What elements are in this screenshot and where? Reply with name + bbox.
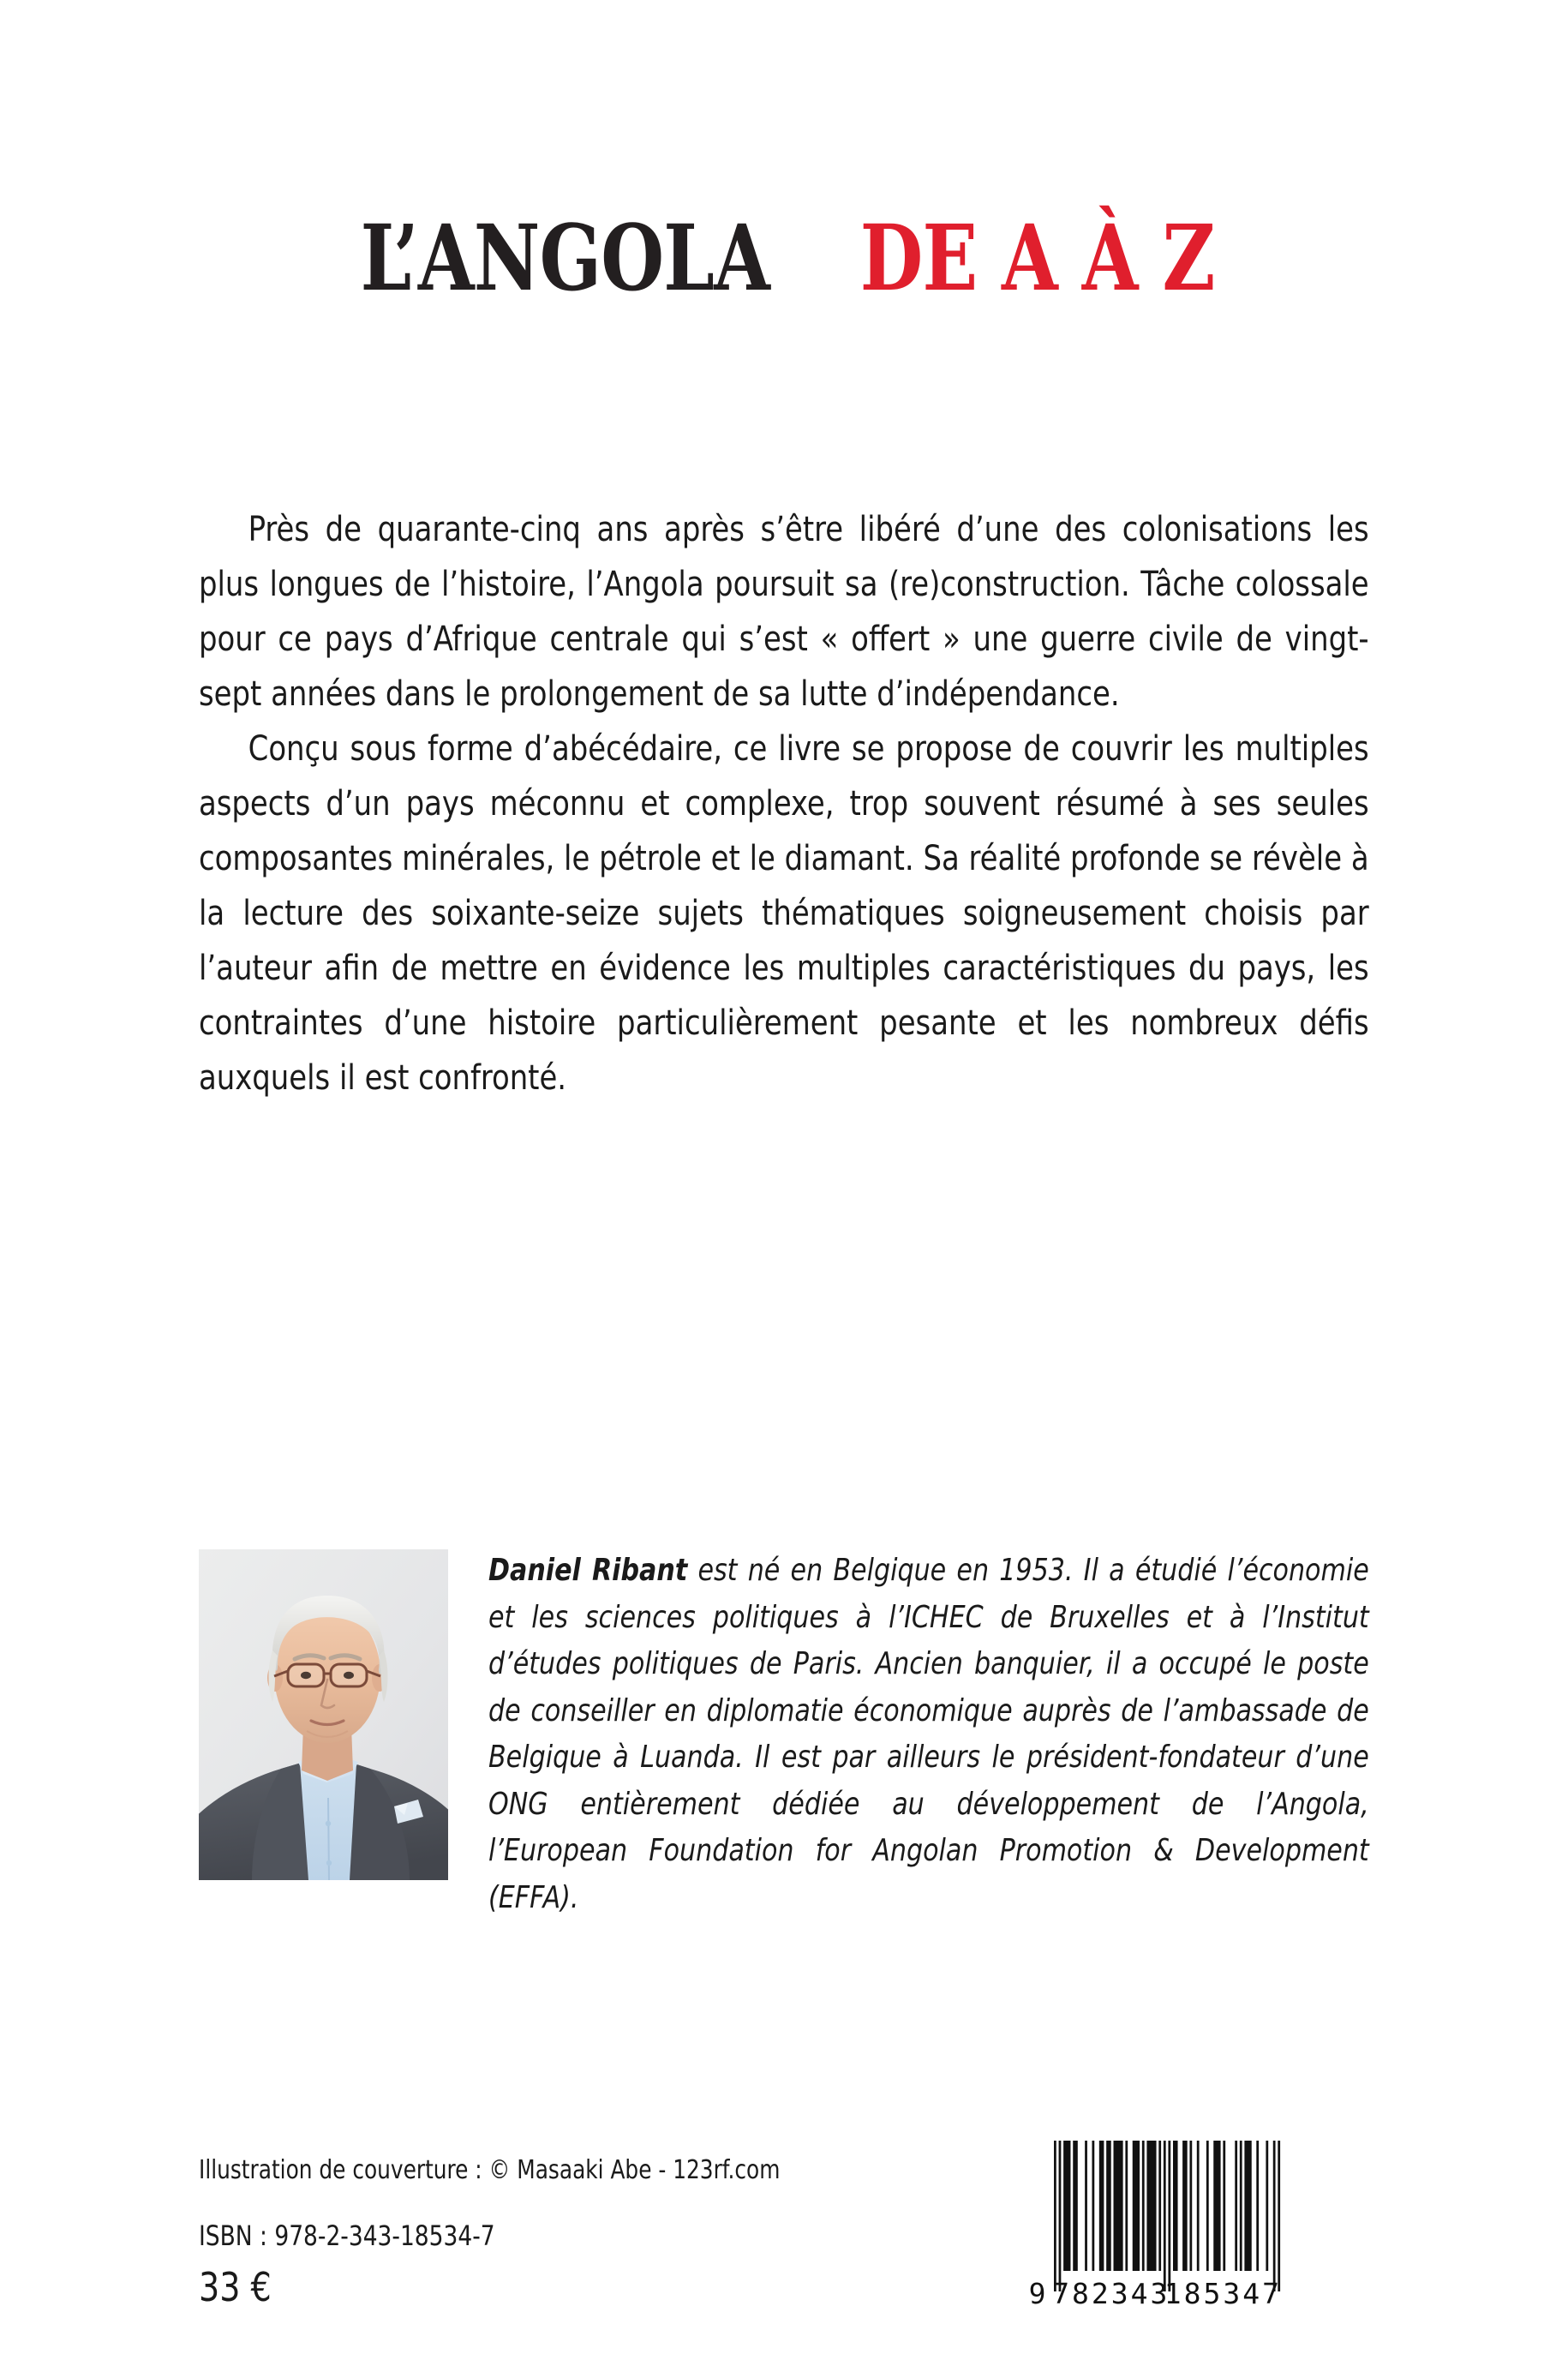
author-portrait-photo [199,1549,448,1880]
cover-footer [199,2156,884,2309]
author-biography [488,1548,1369,1921]
title-accent-text: DE A À Z [859,204,1215,311]
isbn-text: ISBN : 978-2-343-18534-7 [199,2219,495,2252]
svg-text:782343: 782343 [1052,2277,1170,2310]
ean13-barcode [1020,2135,1335,2315]
cover-illustration-credit: Illustration de couverture : © Masaaki Abe - 123rf.com [199,2155,781,2185]
author-bio-body: est né en Belgique en 1953. Il a étudié l’économie et les sciences politiques à l’ICHEC de Bruxelles et à l’Institut d’études politiques de Paris. Ancien banquier, il a occupé le poste de conseiller en diplomatie économique auprès de l’ambassade de Belgique à Luanda. Il est par ailleurs le président-fondateur d’une ONG entièrement dédiée au développement de l’Angola, l’European Foundation for Angolan Promotion & Development (EFFA). [488,1553,1369,1915]
author-name: Daniel Ribant [488,1553,688,1588]
svg-text:185347: 185347 [1164,2277,1282,2310]
back-cover-blurb [199,501,1369,1105]
book-title [0,204,1568,311]
blurb-paragraph-1: Près de quarante-cinq ans après s’être libéré d’une des colonisations les plus longues de l’histoire, l’Angola poursuit sa (re)construction. Tâche colossale pour ce pays d’Afrique centrale qui s’est « offert » une guerre civile de vingt-sept années dans le prolongement de sa lutte d’indépendance. [199,508,1369,714]
price-text: 33 € [199,2264,272,2310]
title-main-text: L’ANGOLA [360,204,770,311]
svg-text:9: 9 [1028,2277,1049,2310]
blurb-paragraph-2: Conçu sous forme d’abécédaire, ce livre se propose de couvrir les multiples aspects d’un pays méconnu et complexe, trop souvent résumé à ses seules composantes minérales, le pétrole et le diamant. Sa réalité profonde se révèle à la lecture des soixante-seize sujets thématiques soigneusement choisis par l’auteur afin de mettre en évidence les multiples caractéristiques du pays, les contraintes d’une histoire particulièrement pesante et les nombreux défis auxquels il est confronté. [199,728,1369,1098]
author-bio-paragraph [488,1548,1369,1921]
